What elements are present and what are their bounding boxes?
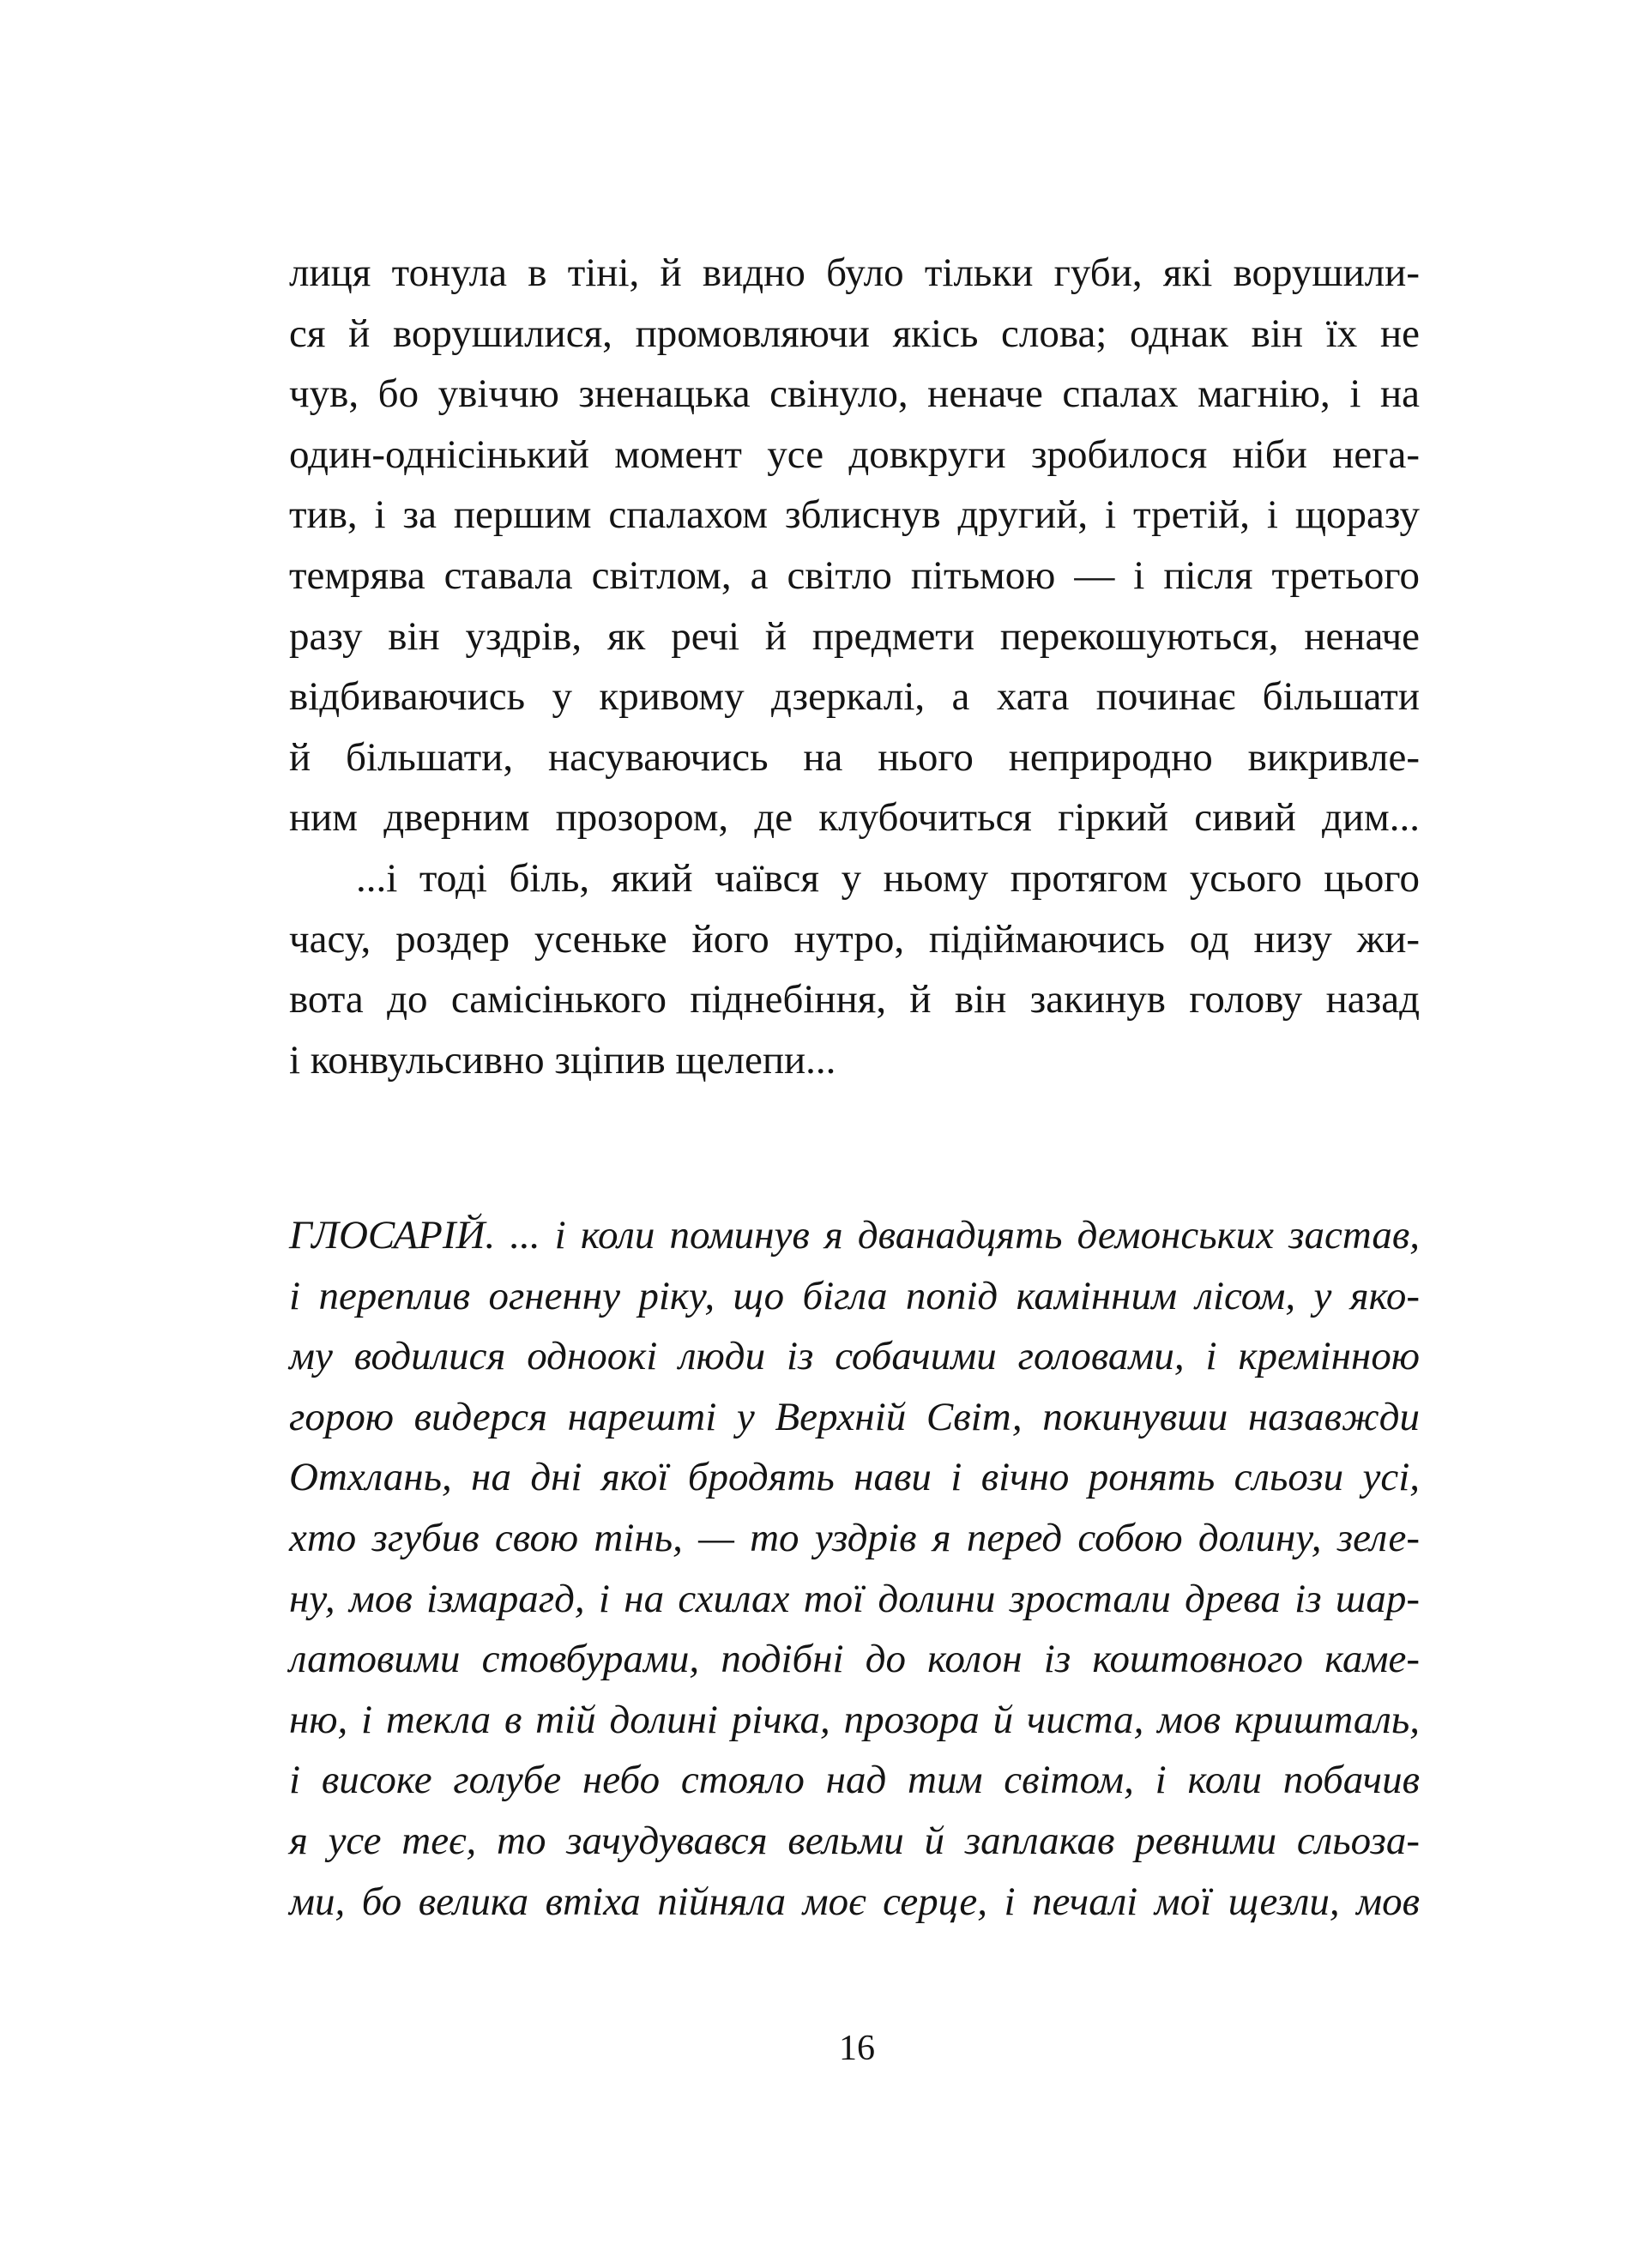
page-number: 16	[839, 2029, 875, 2068]
text-line: один-однісінький момент усе довкруги зробилося ніби нега-	[289, 431, 1420, 477]
glossary-line: латовими стовбурами, подібні до колон із коштовного каме-	[289, 1637, 1420, 1682]
text-line: ся й ворушилися, промовляючи якісь слова; однак він їх не	[289, 311, 1420, 356]
glossary-heading-line: ГЛОСАРІЙ. ... і коли поминув я дванадцять демонських застав,	[289, 1213, 1420, 1258]
glossary-line: му водилися одноокі люди із собачими головами, і кремінною	[289, 1334, 1420, 1379]
paragraph-last-line: і конвульсивно зціпив щелепи...	[289, 1037, 836, 1083]
text-line: темрява ставала світлом, а світло пітьмою — і після третього	[289, 552, 1420, 598]
text-line: тив, і за першим спалахом зблиснув другий, і третій, і щоразу	[289, 492, 1420, 538]
glossary-line: хто згубив свою тінь, — то уздрів я перед собою долину, зеле-	[289, 1515, 1420, 1560]
paragraph-first-line: ...і тоді біль, який чаївся у ньому протягом усього цього	[356, 855, 1420, 901]
text-line: чув, бо увіччю зненацька свінуло, неначе спалах магнію, і на	[289, 371, 1420, 417]
glossary-line: і високе голубе небо стояло над тим світом, і коли побачив	[289, 1758, 1420, 1803]
glossary-line: Отхлань, на дні якої бродять нави і вічно ронять сльози усі,	[289, 1455, 1420, 1500]
text-line: разу він уздрів, як речі й предмети перекошуються, неначе	[289, 613, 1420, 659]
glossary-line: ню, і текла в тій долині річка, прозора й чиста, мов кришталь,	[289, 1697, 1420, 1742]
text-line: й більшати, насуваючись на нього неприродно викривле-	[289, 734, 1420, 780]
text-line: часу, роздер усеньке його нутро, підіймаючись од низу жи-	[289, 916, 1420, 962]
text-line: вота до самісінького піднебіння, й він закинув голову назад	[289, 977, 1420, 1022]
glossary-line: ми, бо велика втіха пійняла моє серце, і печалі мої щезли, мов	[289, 1879, 1420, 1924]
glossary-line: ну, мов ізмарагд, і на схилах тої долини зростали древа із шар-	[289, 1576, 1420, 1621]
glossary-line: горою видерся нарешті у Верхній Світ, покинувши назавжди	[289, 1394, 1420, 1439]
glossary-line: і переплив огненну ріку, що бігла попід камінним лісом, у яко-	[289, 1273, 1420, 1318]
text-line: ним дверним прозором, де клубочиться гіркий сивий дим...	[289, 795, 1420, 841]
text-line: лиця тонула в тіні, й видно було тільки губи, які ворушили-	[289, 250, 1420, 295]
glossary-line: я усе теє, то зачудувався вельми й заплакав ревними сльоза-	[289, 1818, 1420, 1863]
glossary-section	[289, 1205, 1420, 1932]
main-text-body	[289, 243, 1420, 1090]
text-line: відбиваючись у кривому дзеркалі, а хата починає більшати	[289, 674, 1420, 720]
